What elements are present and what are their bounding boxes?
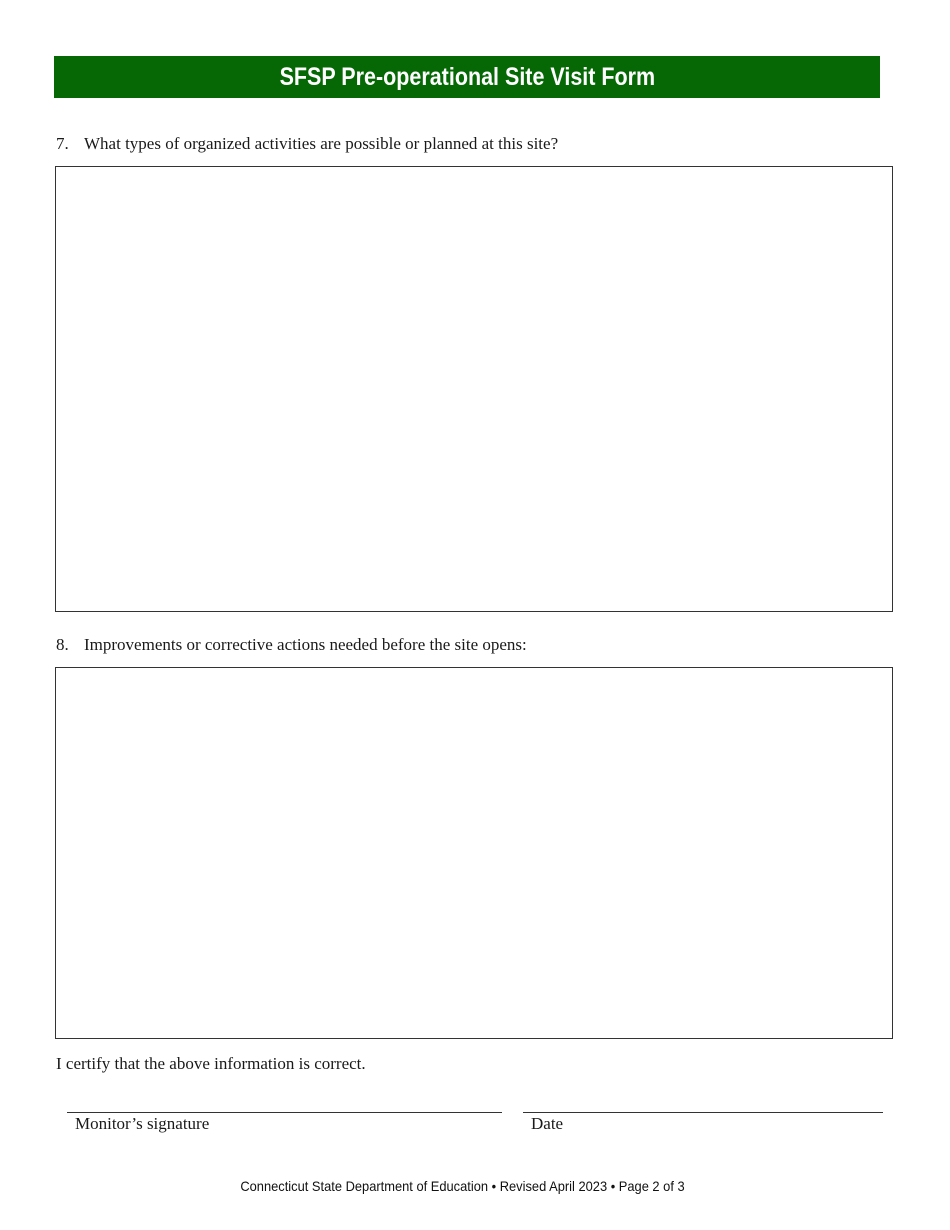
question-text: What types of organized activities are possible or planned at this site?	[84, 134, 559, 153]
question-8	[56, 635, 527, 655]
question-number: 7.	[56, 134, 69, 153]
date-line[interactable]	[523, 1112, 883, 1113]
question-text: Improvements or corrective actions needed before the site opens:	[84, 635, 527, 654]
question-7	[56, 134, 558, 154]
certification-statement: I certify that the above information is correct.	[56, 1054, 366, 1073]
signature-line[interactable]	[67, 1112, 502, 1113]
page-footer	[0, 1178, 925, 1194]
footer-text: Connecticut State Department of Education • Revised April 2023 • Page 2 of 3	[240, 1178, 685, 1194]
question-7-answer-box[interactable]	[55, 166, 893, 612]
form-title-bar	[54, 56, 880, 98]
date-label: Date	[531, 1114, 564, 1133]
form-title: SFSP Pre-operational Site Visit Form	[279, 62, 655, 91]
signature-label: Monitor’s signature	[75, 1114, 210, 1133]
question-number: 8.	[56, 635, 69, 654]
question-8-answer-box[interactable]	[55, 667, 893, 1039]
